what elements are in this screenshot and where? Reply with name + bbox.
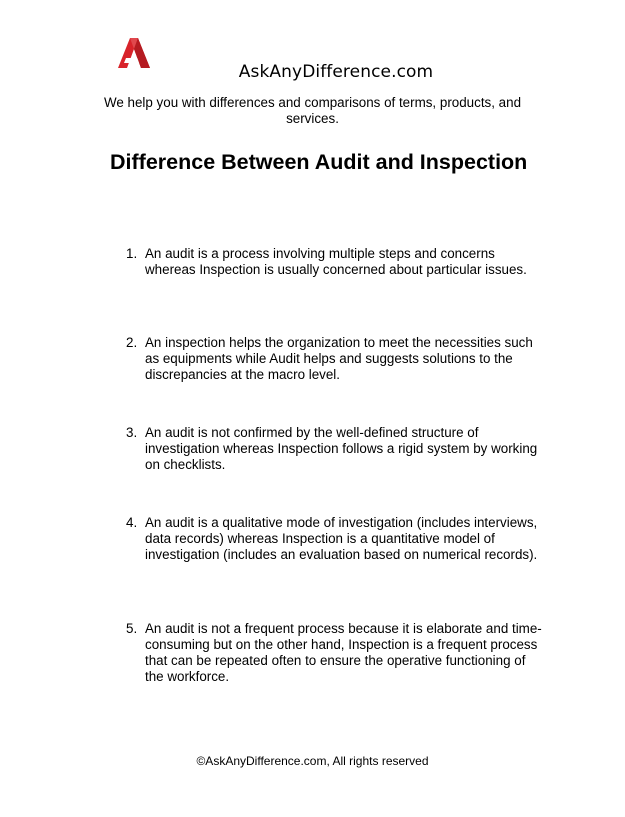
site-name[interactable]: AskAnyDifference.com [238,62,434,82]
list-item [126,246,546,278]
list-item [126,425,546,473]
list-item-number: 3. [126,425,138,440]
list-item-number: 1. [126,246,138,261]
site-tagline: We help you with differences and comparisons of terms, products, and services. [103,95,522,126]
list-item-text: An audit is a qualitative mode of investigation (includes interviews, data records) whereas Inspection is a quantitative model of investigation (includes an evaluation based on numerical records). [145,515,538,562]
copyright-footer: ©AskAnyDifference.com, All rights reserved [196,754,429,768]
list-item-text: An inspection helps the organization to meet the necessities such as equipments while Audit helps and suggests solutions to the discrepancies at the macro level. [145,335,533,382]
list-item [126,515,546,563]
article-title: Difference Between Audit and Inspection [110,150,528,174]
list-item-number: 2. [126,335,138,350]
list-item [126,621,546,685]
list-item [126,335,546,383]
list-item-text: An audit is a process involving multiple steps and concerns whereas Inspection is usually concerned about particular issues. [145,246,527,277]
list-item-number: 5. [126,621,138,636]
list-item-number: 4. [126,515,138,530]
list-item-text: An audit is not confirmed by the well-defined structure of investigation whereas Inspection follows a rigid system by working on checklists. [145,425,538,472]
list-item-text: An audit is not a frequent process because it is elaborate and time-consuming but on the other hand, Inspection is a frequent process that can be repeated often to ensure the operative functioning of the workforce. [145,621,542,684]
